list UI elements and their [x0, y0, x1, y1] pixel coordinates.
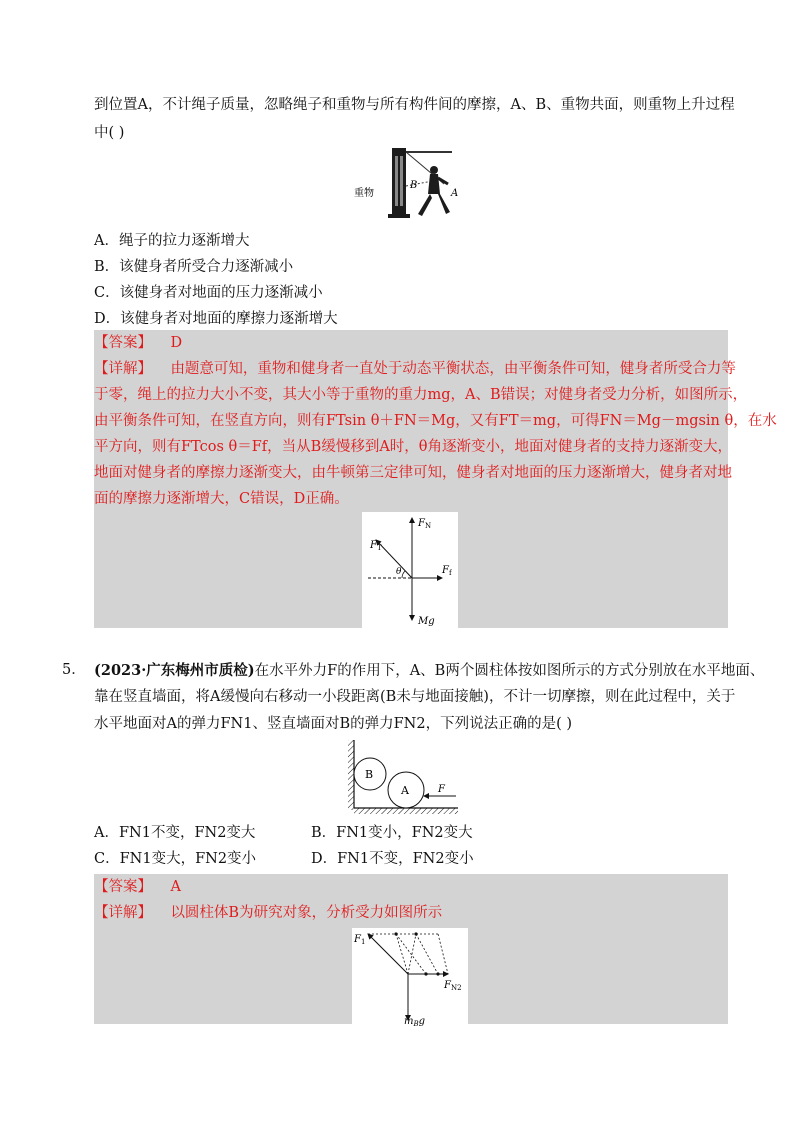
- q5-option-c: C．FN1变大，FN2变小: [94, 851, 257, 867]
- label-a: A: [451, 188, 459, 199]
- f1-label: $F_1$: [354, 934, 366, 946]
- fn-label: $F_N$: [418, 518, 432, 530]
- person-body: [428, 174, 440, 194]
- q5-option-b: B．FN1变小，FN2变大: [311, 825, 473, 841]
- point: [424, 972, 427, 975]
- q4-force-diagram: [362, 512, 458, 628]
- q4-detail-line-2: 于零，绳上的拉力大小不变，其大小等于重物的重力mg，A、B错误；对健身者受力分析，如图所示，: [94, 387, 748, 403]
- q4-option-a: A．绳子的拉力逐渐增大: [94, 233, 250, 249]
- q4-option-c: C．该健身者对地面的压力逐渐减小: [94, 285, 323, 301]
- point: [436, 972, 439, 975]
- mg-label: Mg: [418, 616, 435, 627]
- answer-value: D: [170, 335, 183, 351]
- gym-machine-frame: [392, 148, 406, 218]
- q4-detail-line-1: [94, 356, 736, 383]
- person-leg: [438, 194, 450, 214]
- point: [414, 932, 417, 935]
- person-leg: [418, 194, 432, 216]
- q4-detail-line-6: 面的摩擦力逐渐增大，C错误，D正确。: [94, 491, 349, 507]
- q4-stem-line-2: 中( ): [94, 125, 125, 141]
- q5-stem-line-3: 水平地面对A的弹力FN1、竖直墙面对B的弹力FN2，下列说法正确的是( ): [94, 716, 572, 732]
- q5-option-d: D．FN1不变，FN2变小: [311, 851, 474, 867]
- answer-tag: 【答案】: [94, 879, 152, 895]
- ground-hatch: [354, 808, 458, 814]
- ft-label: $F_T$: [370, 540, 382, 552]
- label-b: B: [410, 180, 418, 191]
- gym-figure: [352, 146, 460, 220]
- label-a: A: [401, 784, 409, 797]
- detail-text: 以圆柱体B为研究对象，分析受力如图所示: [170, 905, 443, 921]
- q4-option-b: B．该健身者所受合力逐渐减小: [94, 259, 294, 275]
- q5-stem-line-1: [94, 657, 764, 685]
- fn2-label: $F_{N2}$: [444, 980, 462, 992]
- q4-detail-line-5: 地面对健身者的摩擦力逐渐变大，由牛顿第三定律可知，健身者对地面的压力逐渐增大，健身者对地: [94, 465, 732, 481]
- q5-source: (2023·广东梅州市质检): [94, 662, 255, 679]
- q4-option-d: D．该健身者对地面的摩擦力逐渐增大: [94, 311, 338, 327]
- detail-tag: 【详解】: [94, 361, 152, 377]
- gym-machine-base: [388, 214, 410, 218]
- detail-text: 由题意可知，重物和健身者一直处于动态平衡状态，由平衡条件可知，健身者所受合力等: [170, 361, 736, 377]
- q5-detail-line: [94, 900, 442, 927]
- q4-stem-line-1: 到位置A，不计绳子质量，忽略绳子和重物与所有构件间的摩擦，A、B、重物共面，则重物上升过程: [94, 97, 735, 113]
- q4-answer-line: [94, 330, 182, 357]
- answer-value: A: [170, 879, 181, 895]
- person-head: [430, 166, 438, 174]
- label-weight: 重物: [354, 188, 374, 199]
- q4-detail-line-4: 平方向，则有FTcos θ＝Ff，当从B缓慢移到A时，θ角逐渐变小，地面对健身者的支持力逐渐变大，: [94, 439, 733, 455]
- theta-label: θ: [396, 567, 402, 577]
- cylinders-figure: [344, 738, 464, 816]
- gym-machine-rod: [400, 156, 403, 206]
- ff-label: $F_f$: [442, 565, 452, 577]
- q5-option-a: A．FN1不变，FN2变大: [94, 825, 256, 841]
- q5-force-diagram: [352, 928, 468, 1026]
- q5-stem-text: 在水平外力F的作用下，A、B两个圆柱体按如图所示的方式分别放在水平地面、: [254, 663, 765, 679]
- mbg-label: $m_Bg$: [404, 1016, 426, 1026]
- label-b: B: [365, 768, 374, 781]
- detail-tag: 【详解】: [94, 905, 152, 921]
- wall-hatch: [348, 740, 354, 810]
- gym-machine-rod: [395, 156, 398, 206]
- q4-detail-line-3: 由平衡条件可知，在竖直方向，则有FTsin θ＋FN＝Mg，又有FT＝mg，可得FN＝Mg－mgsin θ，在水: [94, 413, 777, 429]
- q5-answer-line: [94, 874, 181, 901]
- q5-number: 5．: [62, 662, 86, 678]
- answer-tag: 【答案】: [94, 335, 152, 351]
- point: [394, 932, 397, 935]
- q5-stem-line-2: 靠在竖直墙面，将A缓慢向右移动一小段距离(B未与地面接触)，不计一切摩擦，则在此过程中，关于: [94, 689, 736, 705]
- diagram-background: [352, 928, 468, 1026]
- label-f: F: [438, 784, 445, 795]
